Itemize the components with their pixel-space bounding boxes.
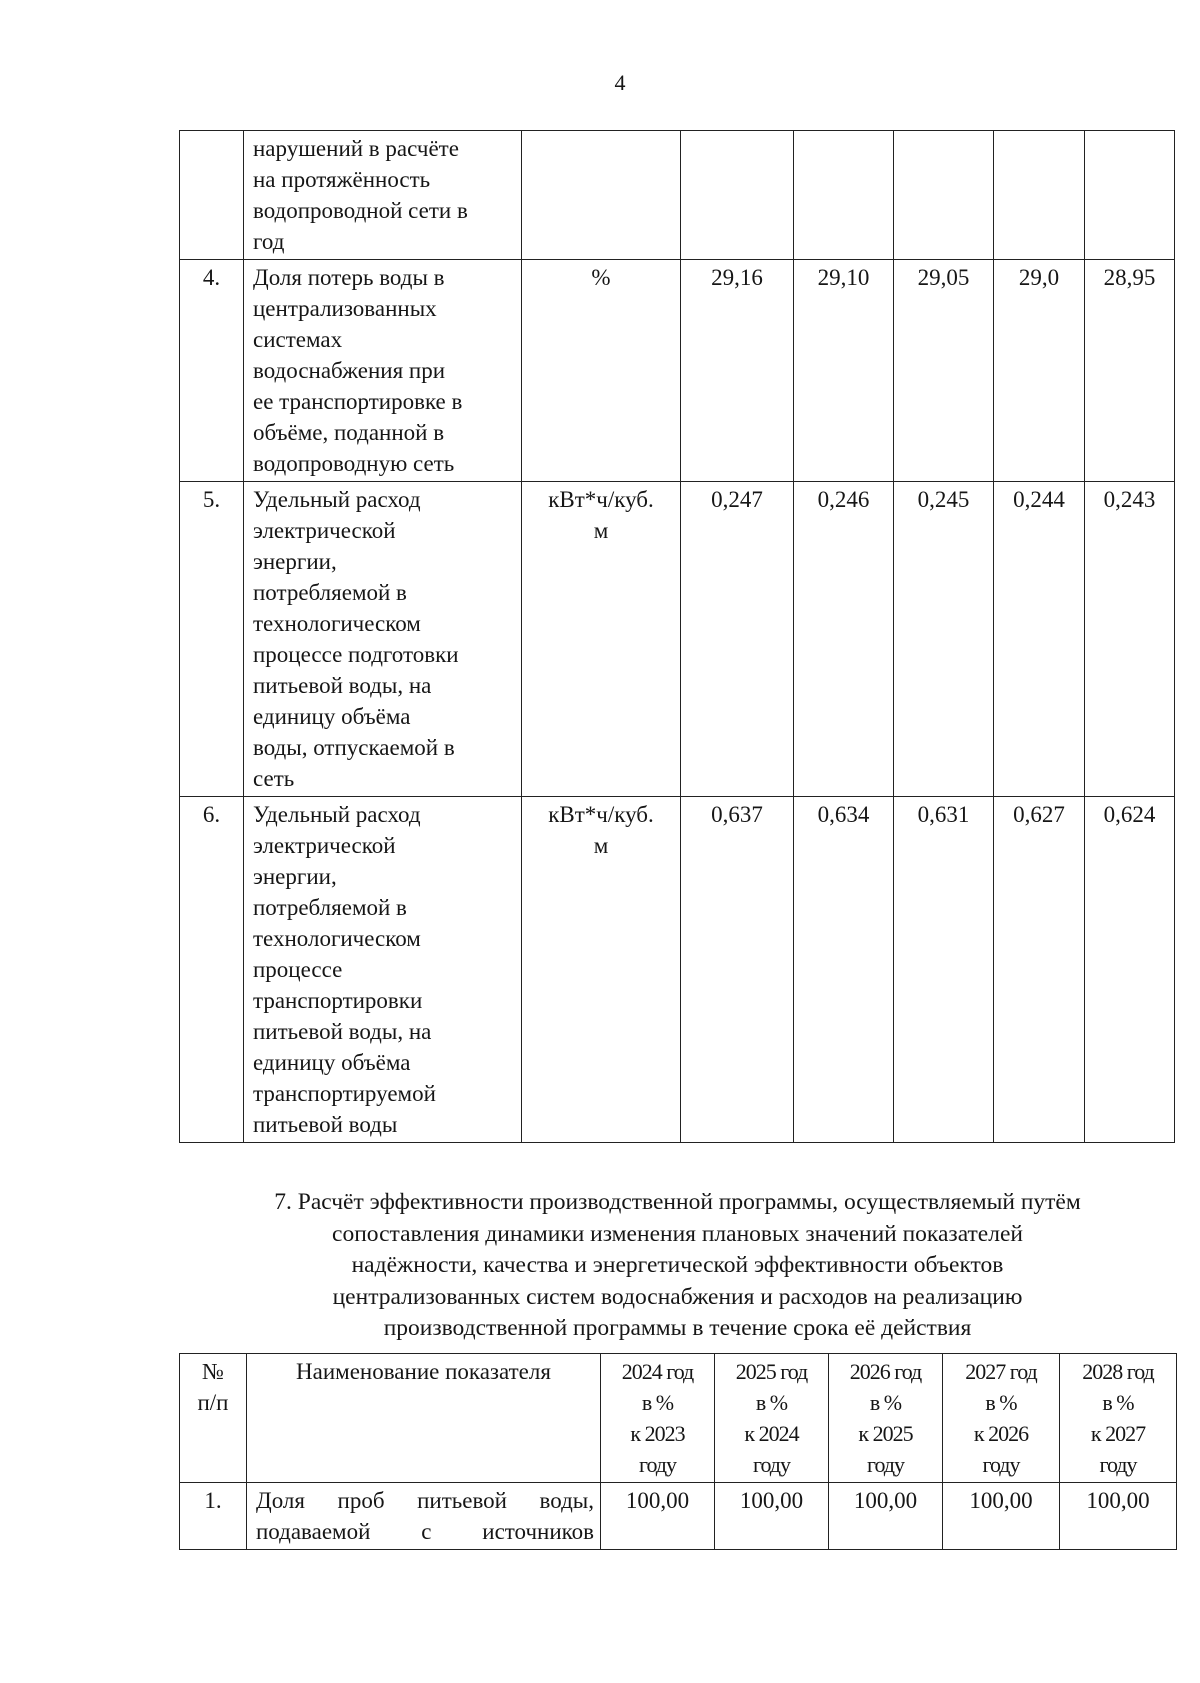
indicator-name-line: централизованных: [253, 296, 437, 321]
row-number: 1.: [180, 1483, 247, 1550]
header-row: [180, 1354, 1177, 1483]
indicator-name-line: Удельный расход: [253, 802, 421, 827]
header-name: Наименование показателя: [247, 1354, 601, 1483]
header-year-line: к 2024: [744, 1421, 799, 1446]
header-year-line: 2028 год: [1082, 1359, 1154, 1384]
indicator-name-line: транспортировки: [253, 988, 423, 1013]
header-year-line: году: [866, 1452, 905, 1477]
indicator-name-line: электрической: [253, 833, 396, 858]
header-year-1: [601, 1354, 715, 1483]
section-title-line: надёжности, качества и энергетической эффективности объектов: [351, 1252, 1004, 1278]
header-year-5: [1060, 1354, 1177, 1483]
header-year-3: [829, 1354, 943, 1483]
indicator-name-line: сеть: [253, 766, 295, 791]
section-title-line: сопоставления динамики изменения плановых значений показателей: [332, 1220, 1023, 1247]
unit-line: м: [593, 518, 609, 543]
header-num: [180, 1354, 247, 1483]
indicator-name-line: питьевой воды, на: [253, 673, 432, 698]
header-num-line: №: [202, 1359, 224, 1384]
header-year-4: [943, 1354, 1060, 1483]
value-cell: 0,244: [994, 482, 1085, 797]
value-cell: 100,00: [1060, 1483, 1177, 1550]
header-year-2: [715, 1354, 829, 1483]
header-year-line: в %: [869, 1390, 902, 1415]
value-cell: 0,627: [994, 797, 1085, 1143]
indicator-name-line: нарушений в расчёте: [253, 136, 459, 161]
value-cell: 0,245: [894, 482, 994, 797]
row-number: 4.: [180, 260, 244, 482]
value-cell: 29,16: [681, 260, 794, 482]
indicator-name-line: подаваемой с источников: [256, 1519, 594, 1544]
row-number: [180, 131, 244, 260]
indicator-name-line: на протяжённость: [253, 167, 431, 192]
header-year-line: году: [982, 1452, 1020, 1477]
header-year-line: 2027 год: [965, 1359, 1037, 1384]
indicator-name-line: год: [253, 229, 285, 254]
indicator-name-line: единицу объёма: [253, 704, 411, 729]
efficiency-table-body: [180, 1483, 1177, 1550]
header-year-line: году: [752, 1452, 791, 1477]
unit-of-measure: [522, 260, 681, 482]
indicator-name: [247, 1483, 601, 1550]
table-row: [180, 1483, 1177, 1550]
indicator-name: [244, 482, 522, 797]
value-cell: [1085, 131, 1175, 260]
indicator-name-line: единицу объёма: [253, 1050, 411, 1075]
indicator-name-line: энергии,: [253, 864, 337, 889]
indicator-name-line: Удельный расход: [253, 487, 421, 512]
value-cell: 28,95: [1085, 260, 1175, 482]
header-year-line: к 2023: [630, 1421, 685, 1446]
section-title-line: 7. Расчёт эффективности производственной программы, осуществляемый путём: [274, 1189, 1081, 1215]
indicator-name: [244, 131, 522, 260]
value-cell: 0,247: [681, 482, 794, 797]
unit-of-measure: [522, 131, 681, 260]
efficiency-table-header: [180, 1354, 1177, 1483]
value-cell: 0,637: [681, 797, 794, 1143]
section-title-line: централизованных систем водоснабжения и расходов на реализацию: [332, 1283, 1023, 1310]
row-number: 6.: [180, 797, 244, 1143]
header-year-line: 2026 год: [849, 1359, 922, 1384]
value-cell: 0,634: [794, 797, 894, 1143]
section-title-line: производственной программы в течение срока её действия: [383, 1315, 972, 1341]
unit-line: %: [591, 265, 611, 290]
indicators-table-body: [180, 131, 1175, 1143]
value-cell: 29,10: [794, 260, 894, 482]
value-cell: [894, 131, 994, 260]
header-year-line: в %: [755, 1390, 788, 1415]
indicator-name-line: водоснабжения при: [253, 358, 446, 383]
indicator-name-line: технологическом: [253, 611, 421, 636]
header-year-line: 2025 год: [735, 1359, 808, 1384]
table-row: [180, 482, 1175, 797]
header-year-line: в %: [1102, 1390, 1134, 1415]
value-cell: 29,05: [894, 260, 994, 482]
table-row: [180, 260, 1175, 482]
row-number: 5.: [180, 482, 244, 797]
indicator-name-line: Доля проб питьевой воды,: [256, 1488, 594, 1513]
indicator-name-line: объёме, поданной в: [253, 420, 445, 445]
indicator-name-line: процессе подготовки: [253, 642, 459, 667]
indicator-name-line: технологическом: [253, 926, 421, 951]
header-year-line: к 2026: [973, 1421, 1029, 1446]
header-num-line: п/п: [197, 1390, 229, 1415]
table-row: [180, 131, 1175, 260]
indicator-name-line: энергии,: [253, 549, 337, 574]
header-year-line: к 2025: [858, 1421, 913, 1446]
value-cell: 100,00: [715, 1483, 829, 1550]
indicators-table: [179, 130, 1175, 1143]
efficiency-table: [179, 1353, 1177, 1550]
header-year-line: году: [638, 1452, 677, 1477]
indicator-name-line: ее транспортировке в: [253, 389, 463, 414]
indicator-name-line: Доля потерь воды в: [253, 265, 445, 290]
indicator-name-line: воды, отпускаемой в: [253, 735, 455, 760]
header-year-line: году: [1099, 1452, 1137, 1477]
indicator-name-line: процессе: [253, 957, 343, 982]
indicator-name-line: потребляемой в: [253, 580, 407, 605]
header-year-line: в %: [641, 1390, 674, 1415]
indicator-name-line: электрической: [253, 518, 396, 543]
header-year-line: к 2027: [1090, 1421, 1146, 1446]
section-7-title: [185, 1187, 1170, 1345]
header-year-line: 2024 год: [621, 1359, 694, 1384]
value-cell: [994, 131, 1085, 260]
header-year-line: в %: [985, 1390, 1017, 1415]
value-cell: 100,00: [829, 1483, 943, 1550]
value-cell: 0,624: [1085, 797, 1175, 1143]
unit-line: м: [593, 833, 609, 858]
indicator-name: [244, 797, 522, 1143]
indicator-name-line: водопроводной сети в: [253, 198, 468, 223]
indicator-name-line: питьевой воды, на: [253, 1019, 432, 1044]
indicator-name-line: потребляемой в: [253, 895, 407, 920]
page-number: 4: [614, 70, 626, 95]
value-cell: [681, 131, 794, 260]
indicator-name-line: транспортируемой: [253, 1081, 436, 1106]
value-cell: 0,246: [794, 482, 894, 797]
value-cell: 100,00: [601, 1483, 715, 1550]
indicator-name-line: питьевой воды: [253, 1112, 398, 1137]
indicator-name-line: водопроводную сеть: [253, 451, 455, 476]
unit-line: кВт*ч/куб.: [548, 487, 654, 512]
value-cell: 100,00: [943, 1483, 1060, 1550]
unit-line: кВт*ч/куб.: [548, 802, 654, 827]
value-cell: [794, 131, 894, 260]
table-row: [180, 797, 1175, 1143]
indicator-name: [244, 260, 522, 482]
value-cell: 0,243: [1085, 482, 1175, 797]
unit-of-measure: [522, 797, 681, 1143]
unit-of-measure: [522, 482, 681, 797]
value-cell: 29,0: [994, 260, 1085, 482]
value-cell: 0,631: [894, 797, 994, 1143]
indicator-name-line: системах: [253, 327, 343, 352]
